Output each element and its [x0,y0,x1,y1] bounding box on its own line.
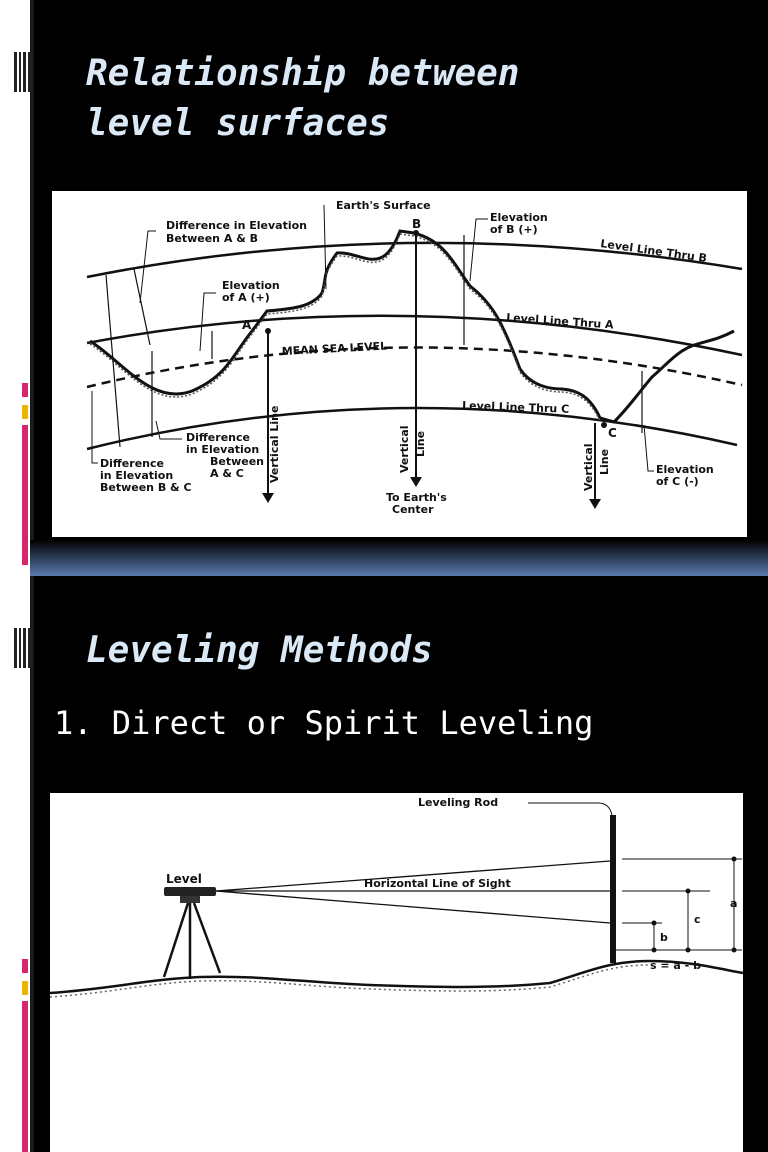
leader-elev-c [644,425,654,471]
label-to-center1: To Earth's [386,491,447,504]
label-line-b: Line [414,430,427,457]
spirit-leveling-diagram [50,793,743,1152]
dim-dot [652,948,657,953]
label-point-c: C [608,426,617,440]
accent-bar-pink [22,959,28,973]
leader-elev-b [470,219,488,281]
accent-bar-pink [22,383,28,397]
slide-title: Leveling Methods [86,630,433,671]
label-a: a [730,897,738,910]
label-diff-ab2: Between A & B [166,232,258,245]
label-elev-b2: of B (+) [490,223,538,236]
label-diff-bc2: in Elevation [100,469,174,482]
level-line-c [87,408,737,449]
spirit-leveling-svg [50,793,743,1152]
label-diff-ac4: A & C [210,467,244,480]
label-to-center2: Center [392,503,434,516]
label-level-thru-a: Level Line Thru A [505,311,614,332]
label-elev-b: Elevation [490,211,548,224]
slide-title-line1: Relationship between [86,53,520,94]
sight-line-lower [216,891,610,923]
bullet-decoration-icon [14,52,32,92]
label-level-thru-c: Level Line Thru C [461,399,570,416]
bottom-gradient [30,540,768,576]
label-elev-a: Elevation [222,279,280,292]
arrow-down-icon [589,499,601,509]
label-diff-ac3: Between [210,455,265,468]
leader-elev-a [200,293,216,351]
level-line-a [87,316,742,358]
accent-bar-yellow [22,405,28,419]
dim-dot [652,921,657,926]
label-diff-bc1: Difference [100,457,164,470]
label-c: c [694,913,701,926]
leader-rod [528,803,612,815]
dim-dot [732,948,737,953]
label-elev-a2: of A (+) [222,291,270,304]
tripod-leg-3 [194,903,220,973]
method-item-1: 1. Direct or Spirit Leveling [54,704,594,742]
label-b: b [660,931,668,944]
label-elev-c2: of C (-) [656,475,699,488]
accent-bar-pink-long [22,425,28,565]
label-leveling-rod: Leveling Rod [418,796,499,809]
label-level-thru-b: Level Line Thru B [599,237,708,265]
level-instrument [164,887,216,896]
level-surfaces-svg [52,191,747,537]
dim-dot [732,857,737,862]
leader-diff-bc [92,391,98,463]
label-formula: s = a - b [650,959,701,972]
dim-dot [686,948,691,953]
label-elev-c: Elevation [656,463,714,476]
label-msl: MEAN SEA LEVEL [281,339,388,358]
label-level: Level [166,872,202,886]
label-vertical-line-a: Vertical Line [268,405,281,483]
label-diff-bc3: Between B & C [100,481,192,494]
arrow-down-icon [262,493,274,503]
label-earths-surface: Earth's Surface [336,199,431,212]
ground-line [50,961,743,993]
label-diff-ab: Difference in Elevation [166,219,307,232]
label-line-of-sight: Horizontal Line of Sight [364,877,511,890]
label-vertical-c: Vertical [582,443,595,491]
dim-dot [686,889,691,894]
label-line-c: Line [598,448,611,475]
label-diff-ac1: Difference [186,431,250,444]
arrow-down-icon [410,477,422,487]
bullet-decoration-icon [14,628,32,668]
accent-bar-yellow [22,981,28,995]
point-c-marker [601,422,607,428]
tripod-leg-1 [164,903,188,977]
leveling-rod [610,815,616,963]
level-head [180,896,200,903]
slide-leveling-methods [0,576,768,1152]
level-surfaces-diagram [52,191,747,537]
label-diff-ac2: in Elevation [186,443,260,456]
label-point-b: B [412,217,422,231]
label-point-a: A [242,318,252,332]
point-a-marker [265,328,271,334]
mean-sea-level-line [87,347,742,387]
label-vertical-b: Vertical [398,425,411,473]
slide-title-line2: level surfaces [86,103,390,144]
